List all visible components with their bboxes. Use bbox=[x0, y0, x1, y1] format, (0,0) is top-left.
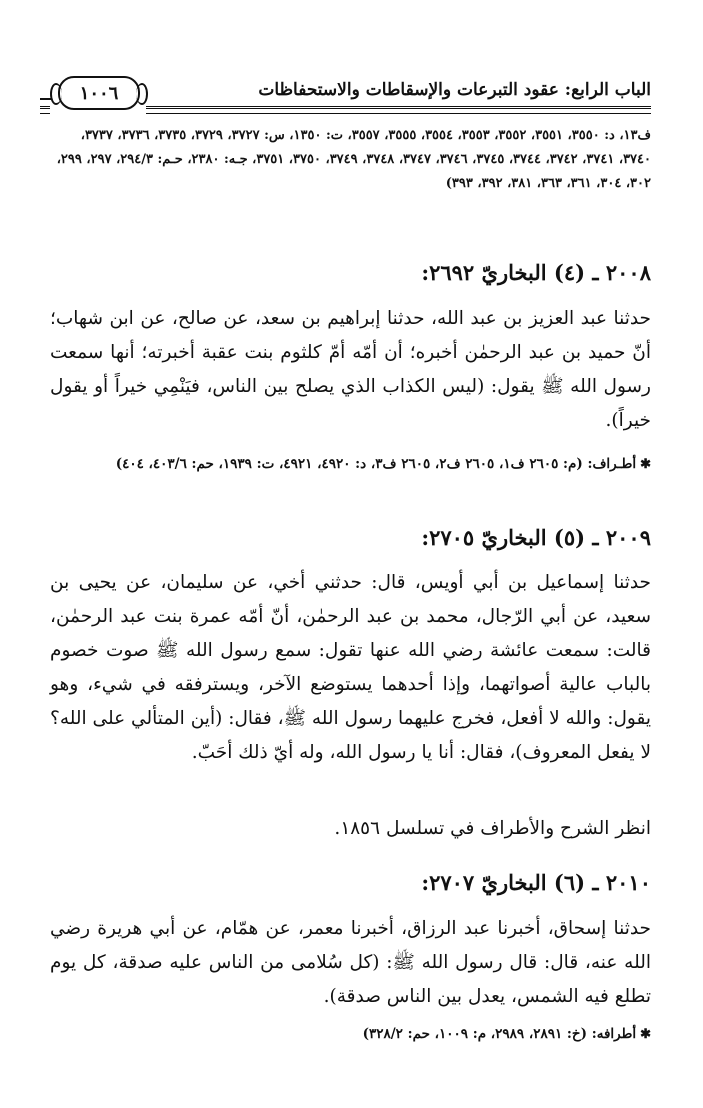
references-text: أطـراف: (م: ٢٦٠٥ ف١، ٢٦٠٥ ف٢، ٢٦٠٥ ف٣، د: ٤٩٢٠، ٤٩٢١، ت: ١٩٣٩، حم: ٤٠٣/٦، ٤٠٤) bbox=[115, 456, 637, 472]
references-text: أطرافه: (خ: ٢٨٩١، ٢٩٨٩، م: ١٠٠٩، حم: ٣٢٨/٢) bbox=[362, 1026, 637, 1042]
hadith-heading: ٢٠١٠ ـ (٦) البخاريّ ٢٧٠٧: bbox=[421, 870, 651, 895]
page-number: ١٠٠٦ bbox=[58, 76, 140, 110]
header-dash bbox=[40, 98, 52, 100]
page-header bbox=[40, 66, 651, 116]
page-number-ornament bbox=[50, 66, 146, 114]
star-icon: ✱ bbox=[640, 457, 651, 472]
hadith-heading: ٢٠٠٩ ـ (٥) البخاريّ ٢٧٠٥: bbox=[421, 525, 651, 550]
chapter-title: الباب الرابع: عقود التبرعات والإسقاطات والاستحفاظات bbox=[258, 80, 651, 100]
cross-reference-note: انظر الشرح والأطراف في تسلسل ١٨٥٦. bbox=[334, 818, 651, 839]
hadith-text: حدثنا عبد العزيز بن عبد الله، حدثنا إبراهيم بن سعد، عن صالح، عن ابن شهاب؛ أنّ حميد بن عبد الرحمٰن أخبره؛ أن أمّه أمّ كلثوم بنت عقبة أخبرته؛ أنها سمعت رسول الله ﷺ يقول: (ليس الكذاب الذي يصلح بين الناس، فيَنْمِي خيراً أو يقول خيراً). bbox=[50, 308, 651, 431]
hadith-text: حدثنا إسماعيل بن أبي أويس، قال: حدثني أخي، عن سليمان، عن يحيى بن سعيد، عن أبي الرّجال، محمد بن عبد الرحمٰن، أنّ أمّه عمرة بنت عبد الرحمٰن، قالت: سمعت عائشة رضي الله عنها تقول: سمع رسول الله ﷺ صوت خصوم بالباب عالية أصواتهما، وإذا أحدهما يستوضع الآخر، ويسترفقه في شيء، وهو يقول: والله لا أفعل، فخرج عليهما رسول الله ﷺ، فقال: (أين المتألي على الله؟ لا يفعل المعروف)، فقال: أنا يا رسول الله، وله أيّ ذلك أحَبّ. bbox=[50, 572, 651, 763]
references-continued: ف١٣، د: ٣٥٥٠، ٣٥٥١، ٣٥٥٢، ٣٥٥٣، ٣٥٥٤، ٣٥٥٥، ٣٥٥٧، ت: ١٣٥٠، س: ٣٧٢٧، ٣٧٢٩، ٣٧٣٥، ٣٧٣٦، ٣٧٣٧، ٣٧٤٠، ٣٧٤١، ٣٧٤٢، ٣٧٤٤، ٣٧٤٥، ٣٧٤٦، ٣٧٤٧، ٣٧٤٨، ٣٧٤٩، ٣٧٥٠، ٣٧٥١، جـه: ٢٣٨٠، حـم: ٢٩٤/٣، ٢٩٧، ٢٩٩، ٣٠٢، ٣٠٤، ٣٦١، ٣٦٣، ٣٨١، ٣٩٢، ٣٩٣) bbox=[56, 128, 651, 191]
hadith-references bbox=[50, 1022, 651, 1047]
star-icon: ✱ bbox=[640, 1027, 651, 1042]
hadith-references bbox=[50, 452, 651, 477]
hadith-heading: ٢٠٠٨ ـ (٤) البخاريّ ٢٦٩٢: bbox=[421, 260, 651, 285]
hadith-text: حدثنا إسحاق، أخبرنا عبد الرزاق، أخبرنا معمر، عن همّام، عن أبي هريرة رضي الله عنه، قال: قال رسول الله ﷺ: (كل سُلامى من الناس عليه صدقة، كل يوم تطلع فيه الشمس، يعدل بين الناس صدقة). bbox=[50, 918, 651, 1007]
